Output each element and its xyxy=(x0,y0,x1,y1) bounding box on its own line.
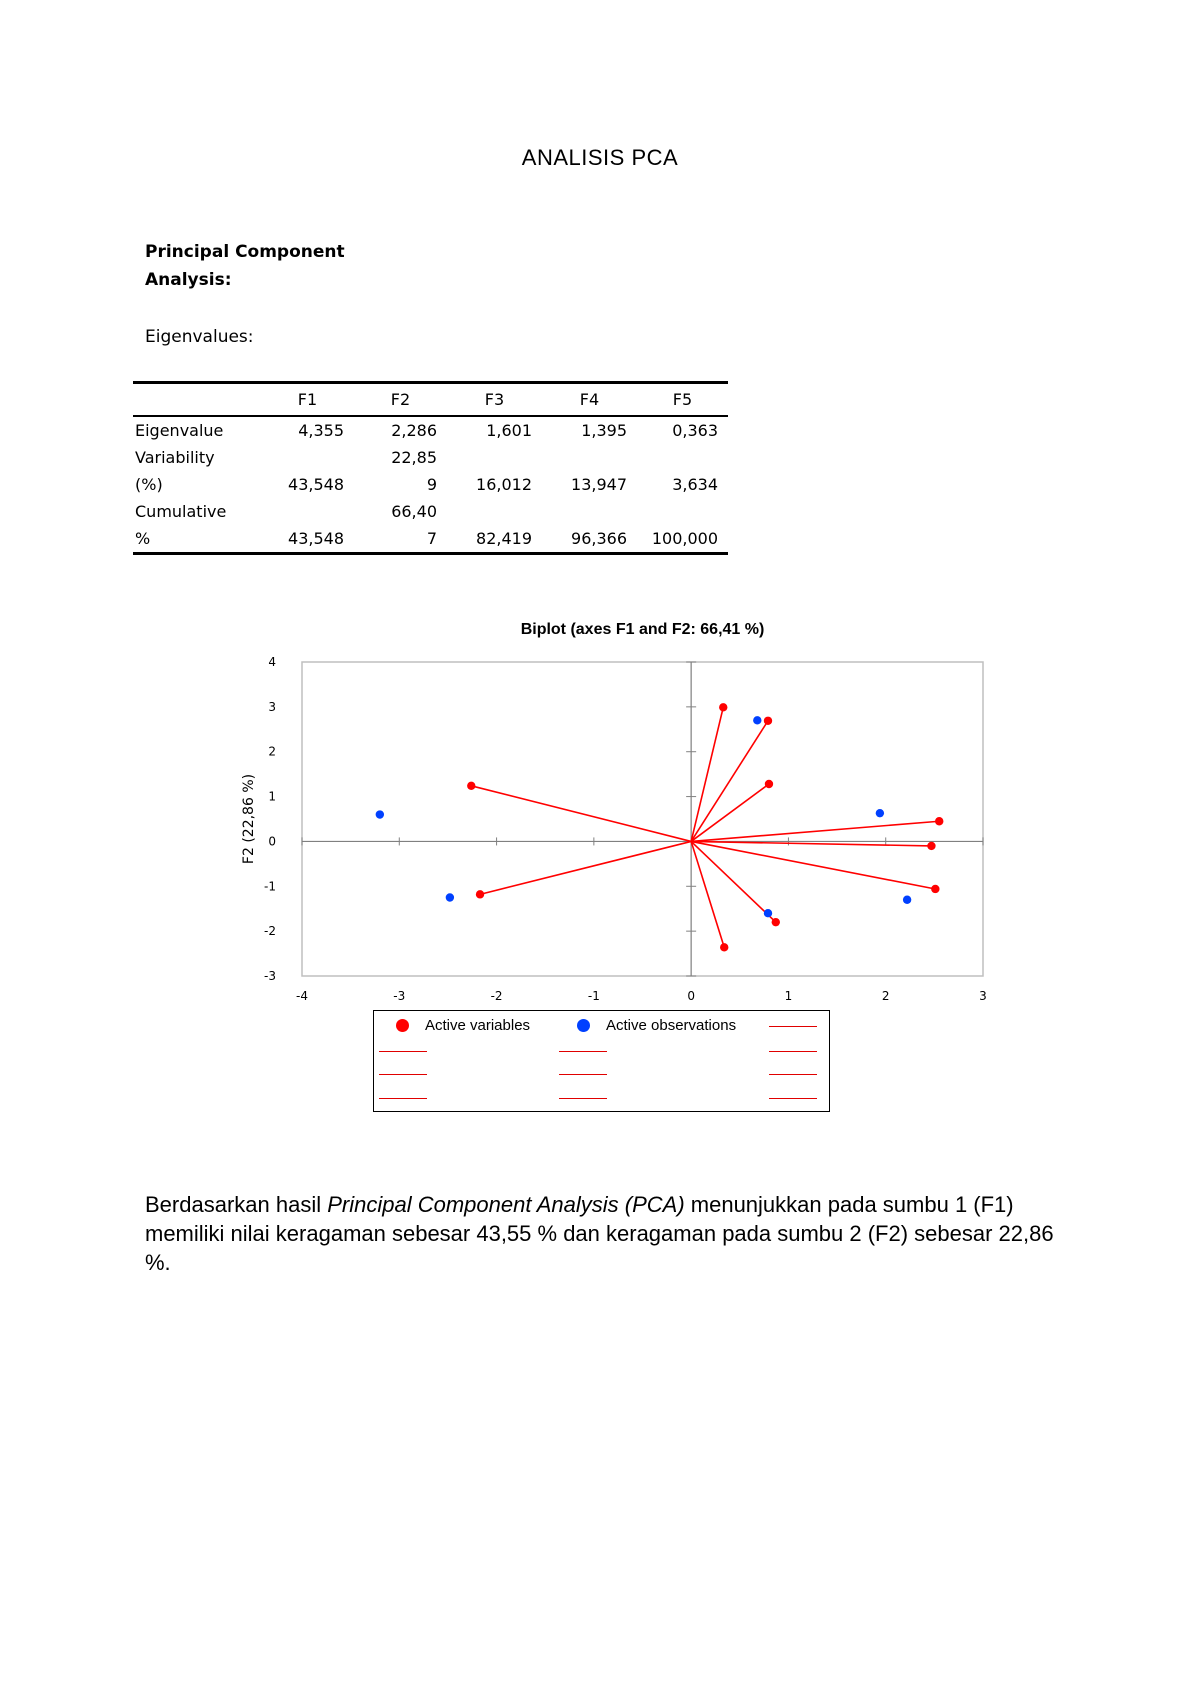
table-cell: 16,012 xyxy=(476,475,532,494)
legend-line-icon xyxy=(559,1074,607,1075)
y-tick-label: -1 xyxy=(264,879,276,894)
x-tick-label: 1 xyxy=(784,989,793,1003)
x-tick-label: 0 xyxy=(687,989,695,1003)
table-cell: 43,548 xyxy=(288,529,344,548)
y-tick-label: -2 xyxy=(264,924,276,939)
variable-vector-line xyxy=(691,841,935,889)
paragraph-part1: Berdasarkan hasil xyxy=(145,1192,328,1217)
table-cell xyxy=(637,444,728,471)
variable-point xyxy=(765,780,773,788)
table-cell: Variability xyxy=(135,448,215,467)
red-dot-icon xyxy=(396,1019,409,1032)
table-header-cell: F3 xyxy=(447,383,542,417)
x-tick-label: -4 xyxy=(296,989,308,1003)
variable-point xyxy=(935,817,943,825)
legend-item-observations xyxy=(577,1017,736,1034)
eigenvalues-label: Eigenvalues: xyxy=(145,327,254,347)
legend-line-icon xyxy=(379,1074,427,1075)
variable-vector-line xyxy=(691,841,931,845)
table-cell: 22,85 xyxy=(391,448,437,467)
paragraph-part2: menunjukkan pada sumbu 1 (F1) memiliki nilai keragaman sebesar 43,55 % dan keragaman pada sumbu 2 (F2) sebesar 22,86 %. xyxy=(145,1192,1054,1275)
legend-observations-label: Active observations xyxy=(606,1017,737,1034)
table-cell xyxy=(542,444,637,471)
pca-heading xyxy=(145,238,405,294)
table-cell: 7 xyxy=(426,529,437,548)
observation-point xyxy=(903,896,911,904)
table-row xyxy=(133,471,728,498)
table-cell xyxy=(447,444,542,471)
legend-line-icon xyxy=(769,1098,817,1099)
table-cell: 100,000 xyxy=(651,529,718,548)
table-cell: 82,419 xyxy=(476,529,532,548)
table-cell: 1,395 xyxy=(581,421,627,440)
table-header-cell: F5 xyxy=(637,383,728,417)
y-tick-label: -3 xyxy=(264,969,276,983)
variable-point xyxy=(764,717,772,725)
conclusion-paragraph xyxy=(145,1190,1065,1277)
table-header-cell xyxy=(133,383,261,417)
table-header-cell: F2 xyxy=(354,383,447,417)
pca-heading-line2: Analysis: xyxy=(145,270,232,290)
legend-line-icon xyxy=(379,1051,427,1052)
legend-line-icon xyxy=(379,1098,427,1099)
observation-point xyxy=(876,809,884,817)
table-cell: 4,355 xyxy=(298,421,344,440)
table-cell: 9 xyxy=(426,475,437,494)
pca-heading-line1: Principal Component xyxy=(145,242,345,262)
table-cell: 3,634 xyxy=(672,475,718,494)
table-cell xyxy=(261,444,354,471)
variable-point xyxy=(720,943,728,951)
table-cell: Cumulative xyxy=(135,502,227,521)
legend-line-icon xyxy=(769,1051,817,1052)
x-tick-label: -2 xyxy=(490,989,503,1003)
y-tick-label: 2 xyxy=(268,744,276,759)
legend-line-icon xyxy=(559,1098,607,1099)
variable-point xyxy=(772,918,780,926)
table-cell xyxy=(261,498,354,525)
table-header-cell: F1 xyxy=(261,383,354,417)
table-cell: Eigenvalue xyxy=(135,421,224,440)
variable-vector-line xyxy=(480,841,691,894)
table-cell: 66,40 xyxy=(391,502,437,521)
variable-point xyxy=(719,703,727,711)
table-row xyxy=(133,525,728,554)
paragraph-italic: Principal Component Analysis (PCA) xyxy=(327,1192,685,1217)
x-tick-label: 2 xyxy=(881,989,890,1003)
legend-line-icon xyxy=(559,1051,607,1052)
table-cell: 43,548 xyxy=(288,475,344,494)
table-row xyxy=(133,444,728,471)
plot-frame xyxy=(302,662,983,976)
legend-item-variables xyxy=(396,1017,530,1034)
y-tick-label: 3 xyxy=(268,699,276,714)
variable-point xyxy=(927,842,935,850)
observation-point xyxy=(446,893,454,901)
table-cell: % xyxy=(135,529,151,548)
table-cell: 13,947 xyxy=(571,475,627,494)
legend-line-icon xyxy=(769,1074,817,1075)
y-tick-label: 0 xyxy=(268,834,276,849)
eigenvalues-table xyxy=(133,381,728,555)
x-tick-label: -1 xyxy=(587,989,600,1003)
observation-point xyxy=(753,716,761,724)
variable-vector-line xyxy=(471,786,691,842)
y-tick-label: 1 xyxy=(268,789,276,804)
table-header-cell: F4 xyxy=(542,383,637,417)
variable-point xyxy=(931,885,939,893)
variable-vector-line xyxy=(691,721,768,842)
table-cell: 1,601 xyxy=(486,421,532,440)
variable-vector-line xyxy=(691,821,939,841)
biplot-svg xyxy=(220,610,1000,1010)
table-cell: 2,286 xyxy=(391,421,437,440)
table-cell: (%) xyxy=(135,475,163,494)
x-tick-label: -3 xyxy=(393,989,406,1003)
table-cell xyxy=(447,498,542,525)
table-cell: 0,363 xyxy=(672,421,718,440)
table-row xyxy=(133,416,728,444)
legend-variables-label: Active variables xyxy=(425,1017,531,1034)
variable-point xyxy=(467,782,475,790)
table-cell: 96,366 xyxy=(571,529,627,548)
table-row xyxy=(133,498,728,525)
blue-dot-icon xyxy=(577,1019,590,1032)
chart-legend xyxy=(373,1010,830,1112)
observation-point xyxy=(376,810,384,818)
y-axis-label: F2 (22,86 %) xyxy=(241,773,257,865)
table-cell xyxy=(637,498,728,525)
chart-title: Biplot (axes F1 and F2: 66,41 %) xyxy=(520,621,765,638)
variable-point xyxy=(476,890,484,898)
x-tick-label: 3 xyxy=(979,989,987,1003)
table-header-row xyxy=(133,383,728,417)
y-tick-label: 4 xyxy=(268,655,276,669)
table-cell xyxy=(542,498,637,525)
observation-point xyxy=(764,909,772,917)
legend-line-icon xyxy=(769,1026,817,1027)
document-title: ANALISIS PCA xyxy=(521,145,679,170)
